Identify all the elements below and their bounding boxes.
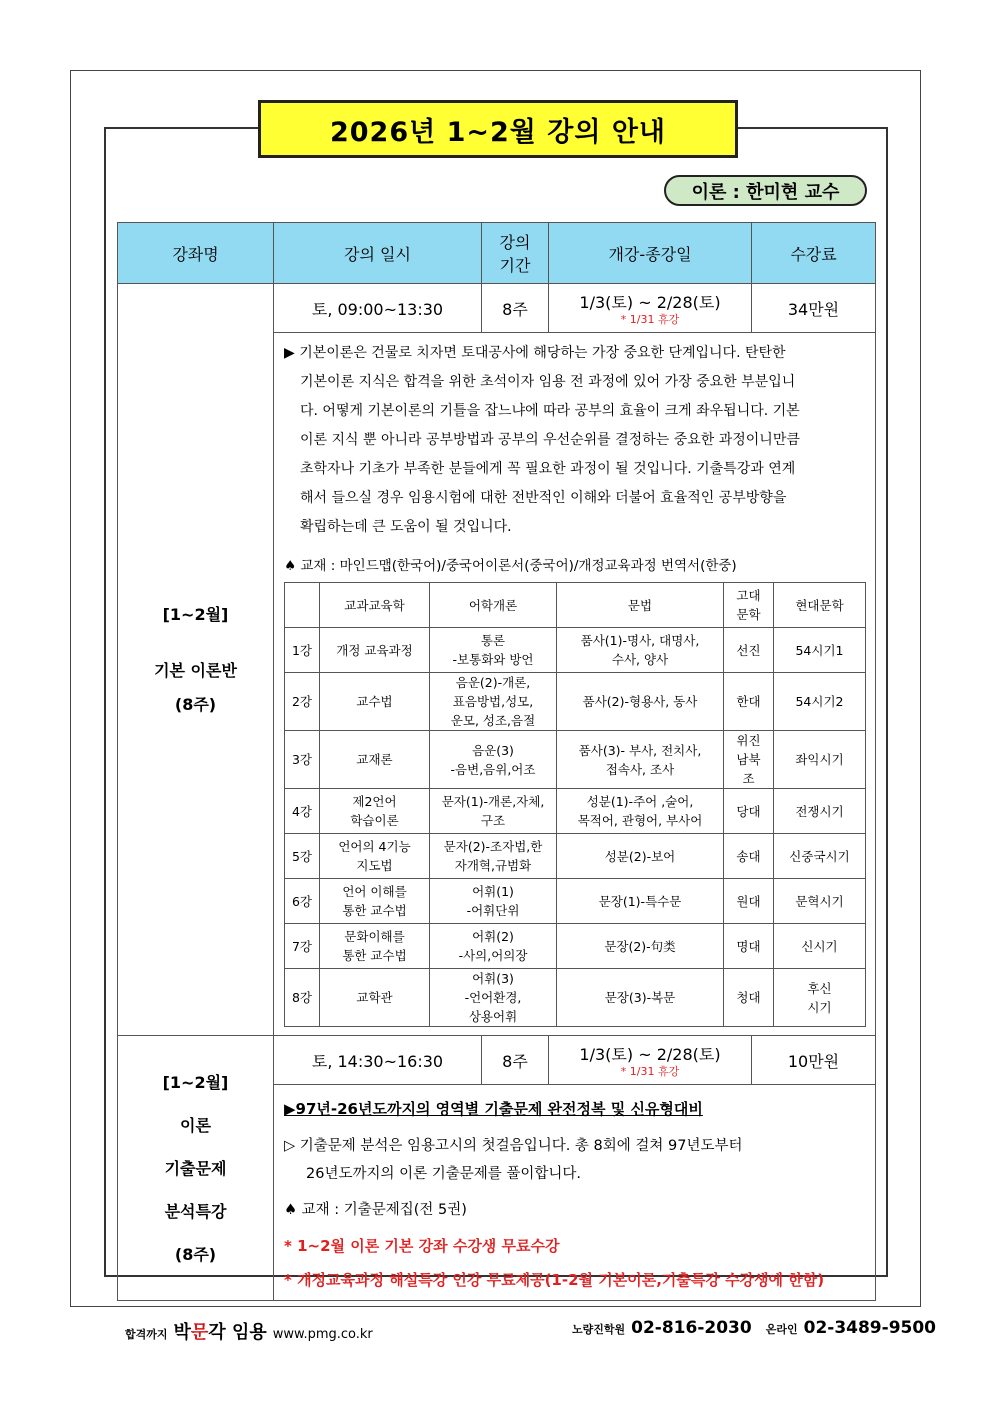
footer-phone-campus: 02-816-2030 <box>631 1318 752 1338</box>
course2-description <box>274 1085 876 1301</box>
curriculum-cell-no: 7강 <box>285 924 320 969</box>
course2-fee: 10만원 <box>752 1036 876 1085</box>
curriculum-cell-d: 한대 <box>724 673 774 731</box>
curriculum-cell-no: 6강 <box>285 879 320 924</box>
curriculum-cell-e: 후신 시기 <box>774 969 866 1027</box>
curriculum-row <box>285 628 866 673</box>
curriculum-cell-a: 제2언어 학습이론 <box>320 789 430 834</box>
curriculum-cell-c: 문장(2)-句类 <box>557 924 724 969</box>
curriculum-cell-b: 어휘(1) -어휘단위 <box>430 879 557 924</box>
curriculum-header-linguistics: 어학개론 <box>430 583 557 628</box>
curriculum-cell-b: 통론 -보통화와 방언 <box>430 628 557 673</box>
curriculum-row <box>285 673 866 731</box>
curriculum-cell-b: 어휘(3) -언어환경, 상용어휘 <box>430 969 557 1027</box>
footer <box>0 1318 992 1342</box>
curriculum-cell-no: 4강 <box>285 789 320 834</box>
curriculum-cell-a: 언어 이해를 통한 교수법 <box>320 879 430 924</box>
course2-note1: * 1~2월 이론 기본 강좌 수강생 무료수강 <box>284 1237 560 1255</box>
curriculum-cell-d: 당대 <box>724 789 774 834</box>
header-duration: 강의 기간 <box>482 223 549 284</box>
header-period: 개강-종강일 <box>549 223 752 284</box>
curriculum-row <box>285 731 866 789</box>
curriculum-cell-b: 음운(2)-개론, 표음방법,성모, 운모, 성조,음절 <box>430 673 557 731</box>
page-title: 2026년 1~2월 강의 안내 <box>258 100 738 158</box>
professor-badge: 이론 : 한미현 교수 <box>664 175 867 206</box>
course2-desc-line1: ▷ 기출문제 분석은 임용고시의 첫걸음입니다. 총 8회에 걸쳐 97년도부터 <box>284 1138 743 1154</box>
curriculum-cell-d: 위진 남북 조 <box>724 731 774 789</box>
header-course-name: 강좌명 <box>118 223 274 284</box>
curriculum-row <box>285 924 866 969</box>
curriculum-cell-c: 성분(1)-주어 ,술어, 목적어, 관형어, 부사어 <box>557 789 724 834</box>
curriculum-cell-b: 어휘(2) -사의,어의장 <box>430 924 557 969</box>
course1-time: 토, 09:00~13:30 <box>274 284 482 333</box>
curriculum-row <box>285 789 866 834</box>
curriculum-cell-d: 원대 <box>724 879 774 924</box>
curriculum-cell-no: 5강 <box>285 834 320 879</box>
course1-fee: 34만원 <box>752 284 876 333</box>
course1-dates: 1/3(토) ~ 2/28(토) * 1/31 휴강 <box>549 284 752 333</box>
curriculum-cell-a: 교재론 <box>320 731 430 789</box>
table-header <box>118 223 876 284</box>
curriculum-header-ancient: 고대 문학 <box>724 583 774 628</box>
curriculum-header-modern: 현대문학 <box>774 583 866 628</box>
curriculum-cell-a: 문화이해를 통한 교수법 <box>320 924 430 969</box>
course1-holiday: * 1/31 휴강 <box>620 313 680 326</box>
course2-dates: 1/3(토) ~ 2/28(토) * 1/31 휴강 <box>549 1036 752 1085</box>
curriculum-cell-a: 언어의 4기능 지도법 <box>320 834 430 879</box>
curriculum-header-grammar: 문법 <box>557 583 724 628</box>
curriculum-row <box>285 879 866 924</box>
footer-phone-online: 02-3489-9500 <box>803 1318 937 1338</box>
curriculum-cell-b: 음운(3) -음변,음위,어조 <box>430 731 557 789</box>
course2-holiday: * 1/31 휴강 <box>620 1065 680 1078</box>
course1-description <box>274 333 876 1036</box>
curriculum-cell-no: 1강 <box>285 628 320 673</box>
curriculum-cell-c: 문장(3)-복문 <box>557 969 724 1027</box>
footer-label-campus: 노량진학원 <box>572 1323 626 1336</box>
curriculum-cell-no: 3강 <box>285 731 320 789</box>
header-schedule: 강의 일시 <box>274 223 482 284</box>
curriculum-cell-e: 신중국시기 <box>774 834 866 879</box>
curriculum-cell-b: 문자(1)-개론,자체, 구조 <box>430 789 557 834</box>
footer-slogan: 합격까지 <box>125 1328 168 1341</box>
curriculum-cell-c: 문장(1)-특수문 <box>557 879 724 924</box>
curriculum-cell-a: 교수법 <box>320 673 430 731</box>
curriculum-row <box>285 834 866 879</box>
curriculum-header <box>285 583 866 628</box>
curriculum-cell-c: 성분(2)-보어 <box>557 834 724 879</box>
curriculum-cell-c: 품사(3)- 부사, 전치사, 접속사, 조사 <box>557 731 724 789</box>
course2-note2: * 개정교육과정 해설특강 인강 무료제공(1-2월 기본이론,기출특강 수강생에 한함) <box>284 1271 825 1289</box>
curriculum-cell-e: 54시기2 <box>774 673 866 731</box>
curriculum-cell-no: 2강 <box>285 673 320 731</box>
curriculum-cell-a: 개정 교육과정 <box>320 628 430 673</box>
footer-brand-logo: 박문각 임용 <box>173 1322 267 1343</box>
curriculum-cell-e: 신시기 <box>774 924 866 969</box>
curriculum-cell-e: 좌익시기 <box>774 731 866 789</box>
course2-info-row <box>118 1036 876 1085</box>
curriculum-cell-c: 품사(2)-형용사, 동사 <box>557 673 724 731</box>
course2-headline: ▶97년-26년도까지의 영역별 기출문제 완전정복 및 신유형대비 <box>284 1100 703 1118</box>
course-table <box>117 222 876 1301</box>
curriculum-cell-d: 송대 <box>724 834 774 879</box>
header-fee: 수강료 <box>752 223 876 284</box>
course1-weeks: 8주 <box>482 284 549 333</box>
curriculum-cell-no: 8강 <box>285 969 320 1027</box>
curriculum-row <box>285 969 866 1027</box>
curriculum-cell-e: 문혁시기 <box>774 879 866 924</box>
footer-url[interactable]: www.pmg.co.kr <box>272 1327 373 1342</box>
course2-name: [1~2월] 이론 기출문제 분석특강 (8주) <box>118 1036 274 1301</box>
course2-textbook: ♠ 교재 : 기출문제집(전 5권) <box>284 1202 467 1218</box>
footer-label-online: 온라인 <box>765 1323 798 1336</box>
curriculum-table <box>284 582 866 1027</box>
course2-weeks: 8주 <box>482 1036 549 1085</box>
curriculum-cell-b: 문자(2)-조자법,한 자개혁,규범화 <box>430 834 557 879</box>
course1-paragraph: ▶ 기본이론은 건물로 치자면 토대공사에 해당하는 가장 중요한 단계입니다. 탄탄한 기본이론 지식은 합격을 위한 초석이자 임용 전 과정에 있어 가장 중요한 부분입니 다. 어떻게 기본이론의 기틀을 잡느냐에 따라 공부의 효율이 크게 좌우됩니다. 기본 이론 지식 뿐 아니라 공부방법과 공부의 우선순위를 결정하는 중요한 과정이니만큼 초학자나 기초가 부족한 분들에게 꼭 필요한 과정이 될 것입니다. 기출특강과 연계 해서 들으실 경우 임용시험에 대한 전반적인 이해와 더불어 효율적인 공부방향을 확립하는데 큰 도움이 될 것입니다. <box>284 345 800 535</box>
course1-textbook: ♠ 교재 : 마인드맵(한국어)/중국어이론서(중국어)/개정교육과정 번역서(한중) <box>284 558 737 574</box>
curriculum-cell-d: 청대 <box>724 969 774 1027</box>
curriculum-cell-d: 선진 <box>724 628 774 673</box>
course2-desc-line2: 26년도까지의 이론 기출문제를 풀이합니다. <box>306 1166 582 1182</box>
curriculum-cell-e: 54시기1 <box>774 628 866 673</box>
curriculum-cell-d: 명대 <box>724 924 774 969</box>
curriculum-cell-c: 품사(1)-명사, 대명사, 수사, 양사 <box>557 628 724 673</box>
curriculum-header-pedagogy: 교과교육학 <box>320 583 430 628</box>
course1-info-row <box>118 284 876 333</box>
curriculum-cell-e: 전쟁시기 <box>774 789 866 834</box>
course2-time: 토, 14:30~16:30 <box>274 1036 482 1085</box>
curriculum-cell-a: 교학관 <box>320 969 430 1027</box>
course1-name: [1~2월] 기본 이론반 (8주) <box>118 284 274 1036</box>
